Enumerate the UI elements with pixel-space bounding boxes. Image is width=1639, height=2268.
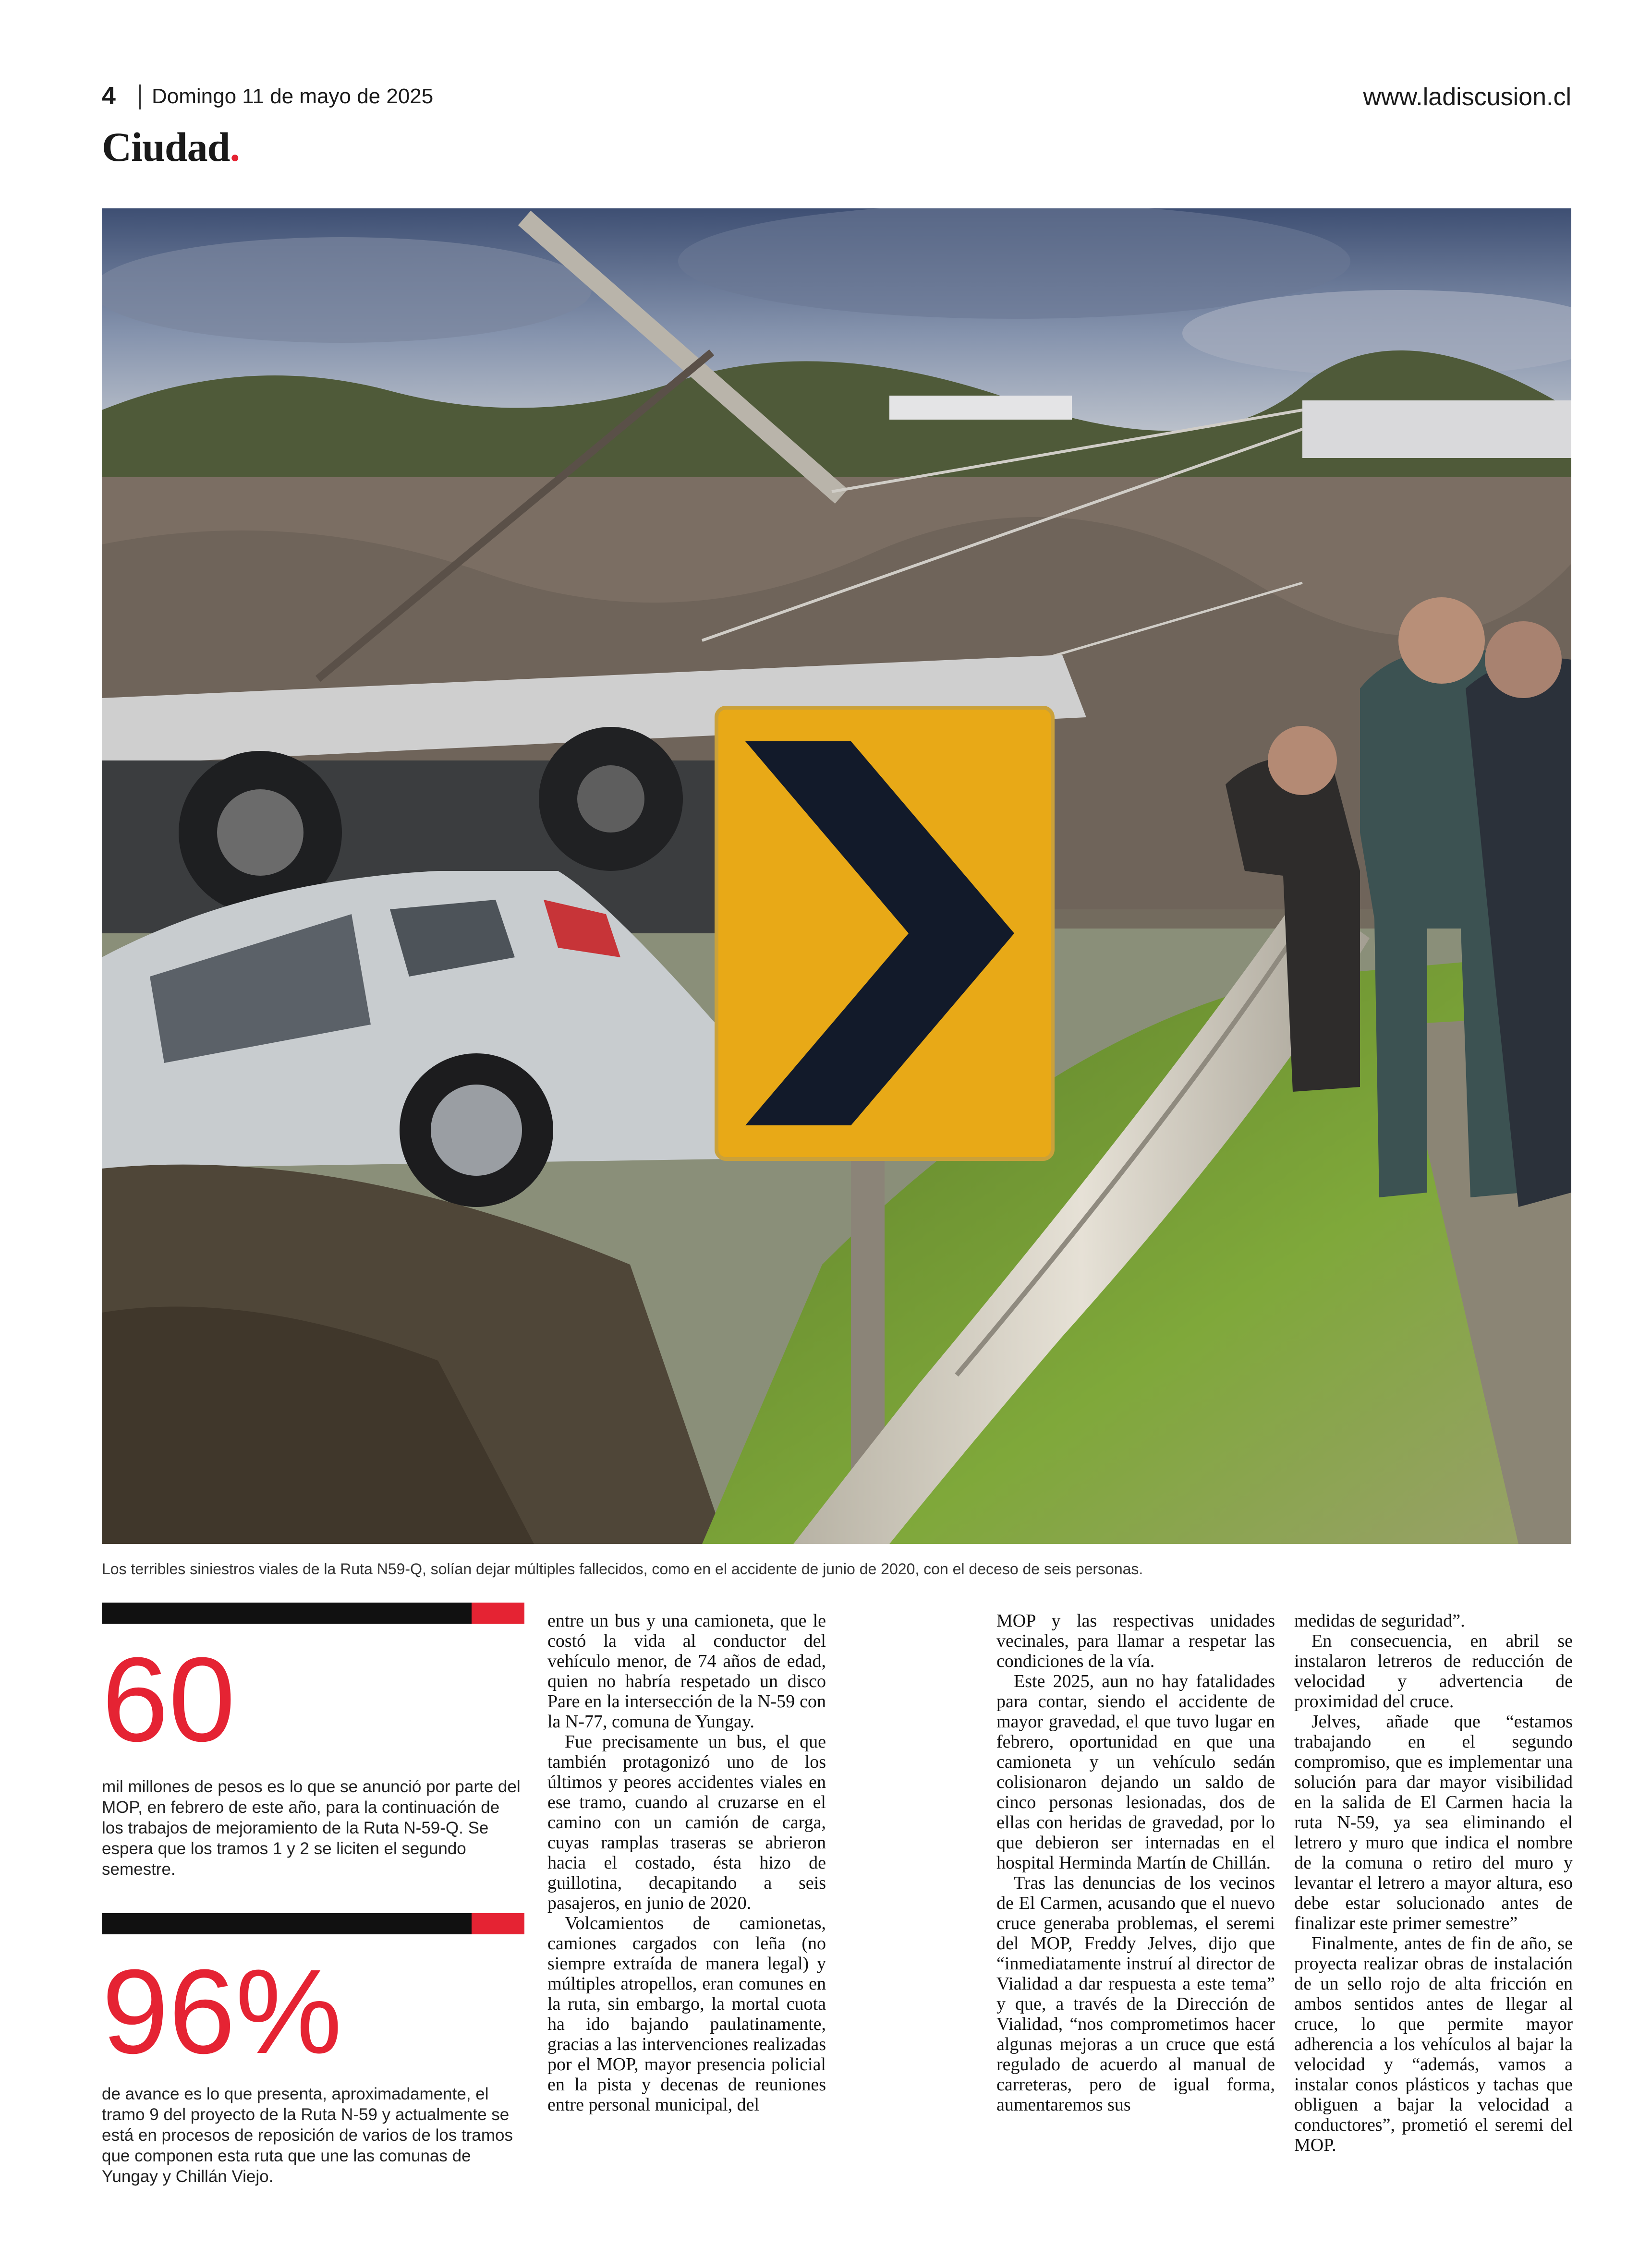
accident-photo-illustration	[102, 208, 1571, 1544]
article-column-1	[547, 1611, 826, 2115]
section-title-dot: .	[230, 124, 240, 170]
article-paragraph: Tras las denuncias de los vecinos de El Carmen, acusando que el nuevo cruce generaba problemas, el seremi del MOP, Freddy Jelves, dijo que “inmediatamente instruí al director de Vialidad a dar respuesta a este tema” y que, a través de la Dirección de Vialidad, “nos comprometimos hacer algunas mejoras a un cruce que está regulado de acuerdo al manual de carreteras, pero de igual forma, aumentaremos sus	[996, 1873, 1275, 2115]
stat-bar-1	[102, 1603, 524, 1624]
article-paragraph: MOP y las respectivas unidades vecinales, para llamar a respetar las condiciones de la vía.	[996, 1611, 1275, 1671]
article-paragraph: Volcamientos de camionetas, camiones cargados con leña (no siempre extraída de manera legal) y múltiples atropellos, eran comunes en la ruta, sin embargo, la mortal cuota ha ido bajando paulatinamente, gracias a las intervenciones realizadas por el MOP, mayor presencia policial en la pista y decenas de reuniones entre personal municipal, del	[547, 1913, 826, 2115]
article-paragraph: Finalmente, antes de fin de año, se proyecta realizar obras de instalación de un sello rojo de alta fricción en ambos sentidos antes de llegar al cruce, lo que permite mayor adherencia a los vehículos al bajar la velocidad y “además, vamos a instalar conos plásticos y tachas que obliguen a bajar la velocidad a conductores”, prometió el seremi del MOP.	[1294, 1933, 1573, 2155]
article-column-3	[1294, 1611, 1573, 2155]
article-paragraph: Fue precisamente un bus, el que también protagonizó uno de los últimos y peores accidentes viales en ese tramo, cuando al cruzarse en el camino con un camión de carga, cuyas ramplas traseras se abrieron hacia el costado, ésta hizo de guillotina, decapitando a seis pasajeros, en junio de 2020.	[547, 1732, 826, 1913]
stat-text-1: mil millones de pesos es lo que se anunció por parte del MOP, en febrero de este año, para la continuación de los trabajos de mejoramiento de la Ruta N-59-Q. Se espera que los tramos 1 y 2 se liciten el segundo semestre.	[102, 1777, 521, 1879]
stat-text-2: de avance es lo que presenta, aproximadamente, el tramo 9 del proyecto de la Ruta N-59 y actualmente se está en procesos de reposición de varios de los tramos que componen esta ruta que une las comunas de Yungay y Chillán Viejo.	[102, 2085, 513, 2186]
section-title-text: Ciudad	[102, 124, 230, 170]
stat-bar-1-red	[472, 1603, 524, 1624]
article-paragraph: medidas de seguridad”.	[1294, 1611, 1465, 1631]
page-header	[102, 77, 1571, 115]
accident-photo	[102, 208, 1571, 1544]
sheds	[1302, 400, 1571, 458]
stat-value-1: 60	[102, 1632, 236, 1766]
stat-bar-2-black	[102, 1913, 472, 1934]
photo-caption: Los terribles siniestros viales de la Ruta N59-Q, solían dejar múltiples fallecidos, como en el accidente de junio de 2020, con el deceso de seis personas.	[102, 1560, 1143, 1578]
article-paragraph: Este 2025, aun no hay fatalidades para contar, siendo el accidente de mayor gravedad, el que tuvo lugar en febrero, oportunidad en que una camioneta y un vehículo sedán colisionaron dejando un saldo de cinco personas lesionadas, dos de ellas con heridas de gravedad, por lo que debieron ser internadas en el hospital Herminda Martín de Chillán.	[996, 1671, 1275, 1873]
section-title	[102, 123, 240, 171]
stat-bar-2-red	[472, 1913, 524, 1934]
header-divider	[139, 84, 141, 109]
stat-bar-1-black	[102, 1603, 472, 1624]
article-column-2	[996, 1611, 1275, 2115]
page-number: 4	[102, 82, 116, 110]
article-paragraph: Jelves, añade que “estamos trabajando en el segundo compromiso, que es implementar una solución para dar mayor visibilidad en la salida de El Carmen hacia la ruta N-59, ya sea eliminando el letrero y muro que indica el nombre de la comuna o retiro del muro y levantar el letrero a mayor altura, eso debe estar solucionado antes de finalizar este primer semestre”	[1294, 1712, 1573, 1933]
article-paragraph: entre un bus y una camioneta, que le costó la vida al conductor del vehículo menor, de 74 años de edad, quien no habría respetado un disco Pare en la intersección de la N-59 con la N-77, comuna de Yungay.	[547, 1611, 826, 1732]
chevron-warning-sign	[716, 708, 1053, 1159]
issue-date: Domingo 11 de mayo de 2025	[152, 84, 434, 108]
stat-bar-2	[102, 1913, 524, 1934]
article-paragraph: En consecuencia, en abril se instalaron letreros de reducción de velocidad y advertencia de proximidad del cruce.	[1294, 1631, 1573, 1712]
stat-value-2: 96%	[102, 1944, 342, 2078]
site-url[interactable]: www.ladiscusion.cl	[1363, 83, 1571, 111]
